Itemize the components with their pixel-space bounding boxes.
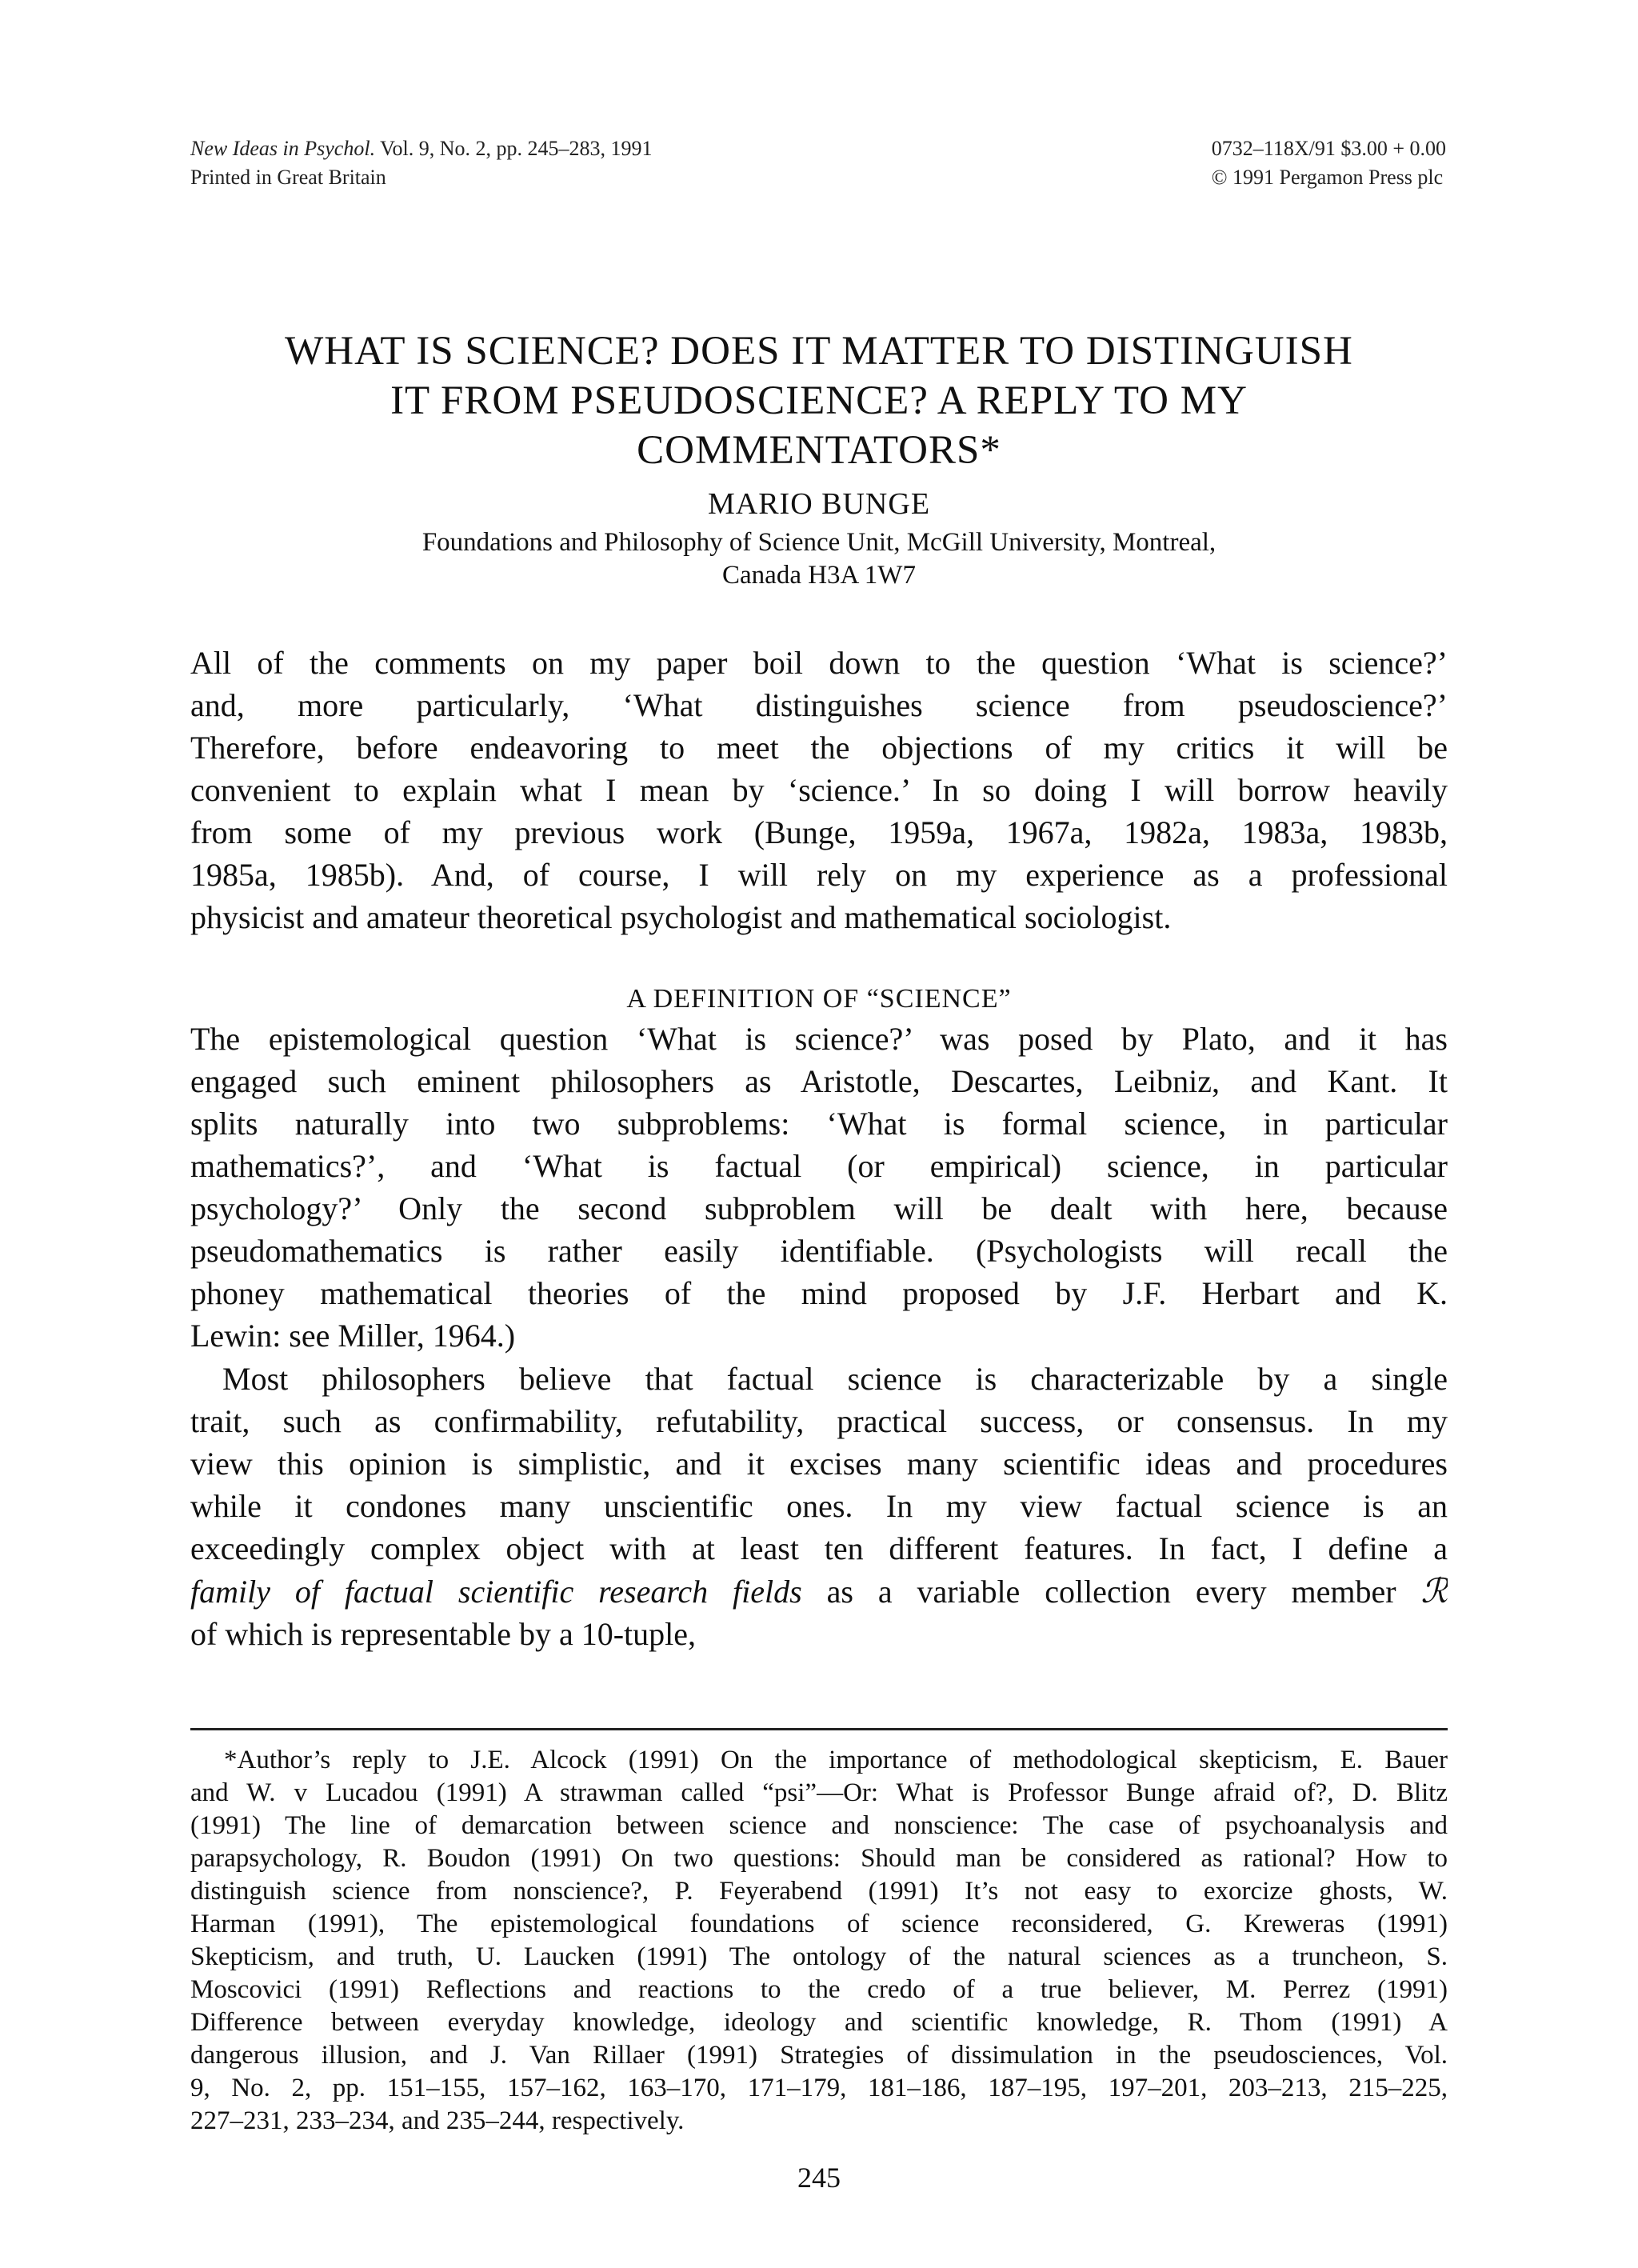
footnote-line: Harman (1991), The epistemological foundations of science reconsidered, G. Kreweras (1991) <box>190 1910 1448 1938</box>
text-line: of which is representable by a 10-tuple, <box>190 1616 697 1652</box>
text-line: physicist and amateur theoretical psychologist and mathematical sociologist. <box>190 899 1172 935</box>
footnote-line: dangerous illusion, and J. Van Rillaer (1991) Strategies of dissimulation in the pseudosciences, Vol. <box>190 2041 1448 2070</box>
journal-citation <box>190 134 653 163</box>
text-line: Lewin: see Miller, 1964.) <box>190 1318 516 1354</box>
printed-in: Printed in Great Britain <box>190 166 386 189</box>
journal-name: New Ideas in Psychol. <box>190 137 376 160</box>
text-line: engaged such eminent philosophers as Aristotle, Descartes, Leibniz, and Kant. It <box>190 1063 1448 1099</box>
affiliation-line: Canada H3A 1W7 <box>722 561 916 590</box>
issn-price: 0732–118X/91 $3.00 + 0.00 <box>1211 137 1446 160</box>
text-line: convenient to explain what I mean by ‘science.’ In so doing I will borrow heavily <box>190 772 1448 808</box>
title-line: IT FROM PSEUDOSCIENCE? A REPLY TO MY <box>390 378 1248 423</box>
paragraph-1 <box>190 1018 1448 1357</box>
footnote-line: *Author’s reply to J.E. Alcock (1991) On the importance of methodological skepticism, E. Bauer <box>224 1746 1448 1774</box>
footnote-rule <box>190 1728 1448 1730</box>
text-line: exceedingly complex object with at least ten different features. In fact, I define a <box>190 1530 1448 1566</box>
text-line: splits naturally into two subproblems: ‘What is formal science, in particular <box>190 1106 1448 1142</box>
footnote-line: parapsychology, R. Boudon (1991) On two questions: Should man be considered as rational? How to <box>190 1844 1448 1873</box>
section-heading: A DEFINITION OF “SCIENCE” <box>626 984 1012 1014</box>
text-line: mathematics?’, and ‘What is factual (or empirical) science, in particular <box>190 1148 1448 1184</box>
text-line: and, more particularly, ‘What distinguishes science from pseudoscience?’ <box>190 687 1448 723</box>
running-header-right <box>1212 134 1446 192</box>
text-line <box>190 1570 1448 1613</box>
text-line: trait, such as confirmability, refutability, practical success, or consensus. In my <box>190 1403 1448 1439</box>
footnote-line: Difference between everyday knowledge, ideology and scientific knowledge, R. Thom (1991) A <box>190 2008 1448 2037</box>
footnote-line: Skepticism, and truth, U. Laucken (1991) The ontology of the natural sciences as a truncheon, S. <box>190 1942 1448 1971</box>
text-line: Therefore, before endeavoring to meet the objections of my critics it will be <box>190 730 1448 766</box>
text-line: pseudomathematics is rather easily identifiable. (Psychologists will recall the <box>190 1233 1448 1269</box>
text-line: from some of my previous work (Bunge, 1959a, 1967a, 1982a, 1983a, 1983b, <box>190 814 1448 850</box>
footnote-line: (1991) The line of demarcation between science and nonscience: The case of psychoanalysis and <box>190 1811 1448 1840</box>
text-line: 1985a, 1985b). And, of course, I will rely on my experience as a professional <box>190 857 1448 893</box>
footnote-line: Moscovici (1991) Reflections and reactions to the credo of a true believer, M. Perrez (1991) <box>190 1975 1448 2004</box>
text-line: psychology?’ Only the second subproblem will be dealt with here, because <box>190 1190 1448 1226</box>
article-title <box>190 326 1448 475</box>
italic-term: family of factual scientific research fields <box>190 1574 802 1610</box>
title-line: WHAT IS SCIENCE? DOES IT MATTER TO DISTINGUISH <box>285 329 1353 374</box>
author-name: MARIO BUNGE <box>707 487 931 521</box>
footnote-line: 227–231, 233–234, and 235–244, respectively. <box>190 2106 685 2135</box>
footnote <box>190 1744 1448 2138</box>
paragraph-2 <box>190 1358 1448 1655</box>
footnote-line: and W. v Lucadou (1991) A strawman called “psi”—Or: What is Professor Bunge afraid of?, D. Blitz <box>190 1778 1448 1807</box>
author-affiliation <box>190 526 1448 592</box>
footnote-line: distinguish science from nonscience?, P. Feyerabend (1991) It’s not easy to exorcize ghosts, W. <box>190 1877 1448 1906</box>
text-line: view this opinion is simplistic, and it excises many scientific ideas and procedures <box>190 1446 1448 1482</box>
volume-info: Vol. 9, No. 2, pp. 245–283, 1991 <box>375 137 653 160</box>
intro-paragraph <box>190 642 1448 938</box>
text-line: All of the comments on my paper boil down to the question ‘What is science?’ <box>190 645 1448 681</box>
running-header-left <box>190 134 653 192</box>
script-r-symbol: ℛ <box>1420 1571 1448 1610</box>
text-run: as a variable collection every member <box>801 1574 1421 1610</box>
text-line: The epistemological question ‘What is science?’ was posed by Plato, and it has <box>190 1021 1448 1057</box>
affiliation-line: Foundations and Philosophy of Science Unit, McGill University, Montreal, <box>421 528 1217 557</box>
text-line: phoney mathematical theories of the mind proposed by J.F. Herbart and K. <box>190 1275 1448 1311</box>
title-line: COMMENTATORS* <box>637 428 1001 473</box>
text-line: Most philosophers believe that factual science is characterizable by a single <box>222 1361 1448 1397</box>
footnote-line: 9, No. 2, pp. 151–155, 157–162, 163–170, 171–179, 181–186, 187–195, 197–201, 203–213, 215–225, <box>190 2074 1448 2102</box>
copyright-notice: © 1991 Pergamon Press plc <box>1211 166 1444 189</box>
text-line: while it condones many unscientific ones. In my view factual science is an <box>190 1488 1448 1524</box>
page-number: 245 <box>797 2162 841 2194</box>
